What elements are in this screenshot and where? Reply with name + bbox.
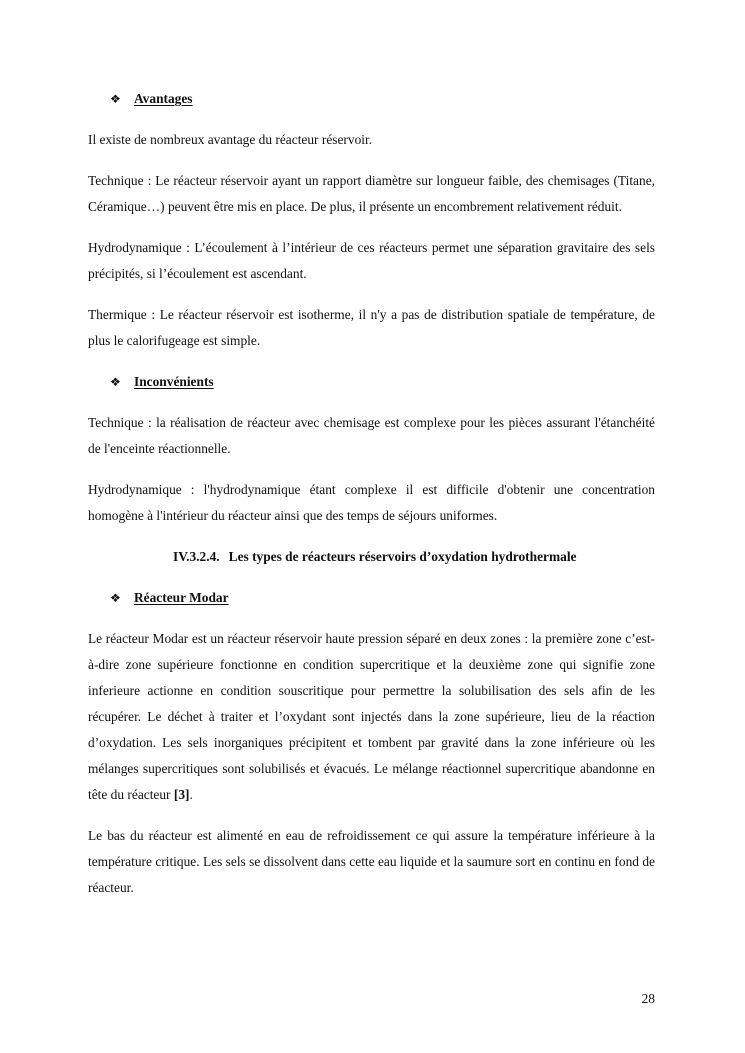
diamond-bullet-icon: ❖ <box>110 591 121 605</box>
avantages-heading <box>110 86 655 112</box>
modar-paragraph-end: . <box>189 787 193 802</box>
modar-heading <box>110 585 655 611</box>
avantages-thermique: Thermique : Le réacteur réservoir est isotherme, il n'y a pas de distribution spatiale de température, de plus le calorifugeage est simple. <box>88 307 655 348</box>
diamond-bullet-icon: ❖ <box>110 375 121 389</box>
inconvenients-heading-label: Inconvénients <box>134 374 214 389</box>
avantages-intro: Il existe de nombreux avantage du réacteur réservoir. <box>88 132 373 147</box>
modar-paragraph <box>88 626 655 808</box>
modar-heading-label: Réacteur Modar <box>134 590 229 605</box>
avantages-hydrodynamique: Hydrodynamique : L’écoulement à l’intérieur de ces réacteurs permet une séparation gravitaire des sels précipités, si l’écoulement est ascendant. <box>88 240 655 281</box>
citation-reference: [3] <box>173 787 190 802</box>
avantages-technique: Technique : Le réacteur réservoir ayant un rapport diamètre sur longueur faible, des chemisages (Titane, Céramique…) peuvent être mis en place. De plus, il présente un encombrement relativement réduit. <box>88 173 655 214</box>
page-number: 28 <box>641 991 655 1006</box>
section-number: IV.3.2.4. <box>173 549 220 564</box>
inconvenients-heading <box>110 369 655 395</box>
inconvenients-technique: Technique : la réalisation de réacteur avec chemisage est complexe pour les pièces assurant l'étanchéité de l'enceinte réactionnelle. <box>88 415 655 456</box>
avantages-heading-label: Avantages <box>134 91 193 106</box>
section-title: Les types de réacteurs réservoirs d’oxydation hydrothermale <box>228 549 577 564</box>
bas-paragraph: Le bas du réacteur est alimenté en eau de refroidissement ce qui assure la température inférieure à la température critique. Les sels se dissolvent dans cette eau liquide et la saumure sort en continu en fond de réacteur. <box>88 828 655 895</box>
modar-paragraph-text: Le réacteur Modar est un réacteur réservoir haute pression séparé en deux zones : la première zone c’est-à-dire zone supérieure fonctionne en condition supercritique et la deuxième zone qui signifie zone inferieure actionne en condition souscritique pour permettre la solubilisation des sels afin de les récupérer. Le déchet à traiter et l’oxydant sont injectés dans la zone supérieure, lieu de la réaction d’oxydation. Les sels inorganiques précipitent et tombent par gravité dans la zone inférieure où les mélanges supercritiques sont solubilisés et évacués. Le mélange réactionnel supercritique abandonne en tête du réacteur <box>88 631 655 802</box>
inconvenients-hydrodynamique: Hydrodynamique : l'hydrodynamique étant complexe il est difficile d'obtenir une concentration homogène à l'intérieur du réacteur ainsi que des temps de séjours uniformes. <box>88 482 655 523</box>
section-heading <box>88 544 655 570</box>
diamond-bullet-icon: ❖ <box>110 92 121 106</box>
page-content <box>88 86 655 916</box>
